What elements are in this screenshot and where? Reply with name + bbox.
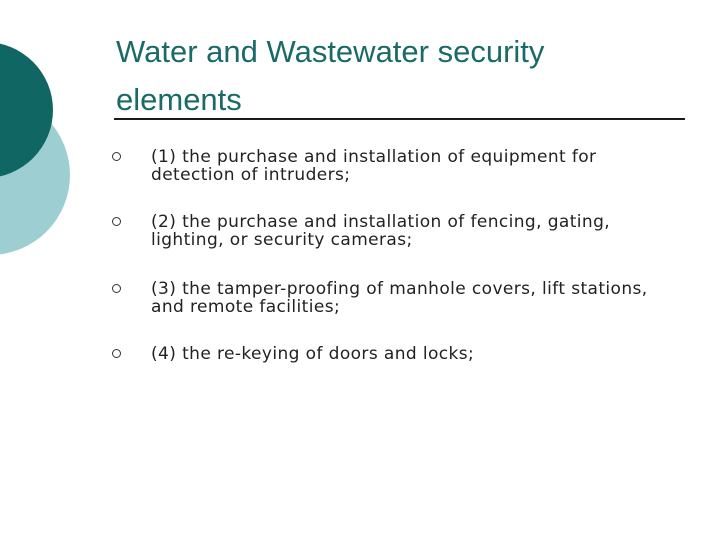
bullet-circle-icon — [112, 152, 121, 161]
slide-title: Water and Wastewater security elements — [116, 34, 545, 117]
bullet-text: (1) the purchase and installation of equipment for detection of intruders; — [151, 147, 597, 185]
bullet-circle-icon — [112, 349, 121, 358]
bullet-circle-icon — [112, 284, 121, 293]
bullet-text: (4) the re-keying of doors and locks; — [151, 344, 475, 364]
bullet-circle-icon — [112, 217, 121, 226]
bullet-text: (3) the tamper-proofing of manhole covers, lift stations, and remote facilities; — [151, 279, 648, 317]
bullet-text: (2) the purchase and installation of fencing, gating, lighting, or security cameras; — [151, 212, 611, 250]
